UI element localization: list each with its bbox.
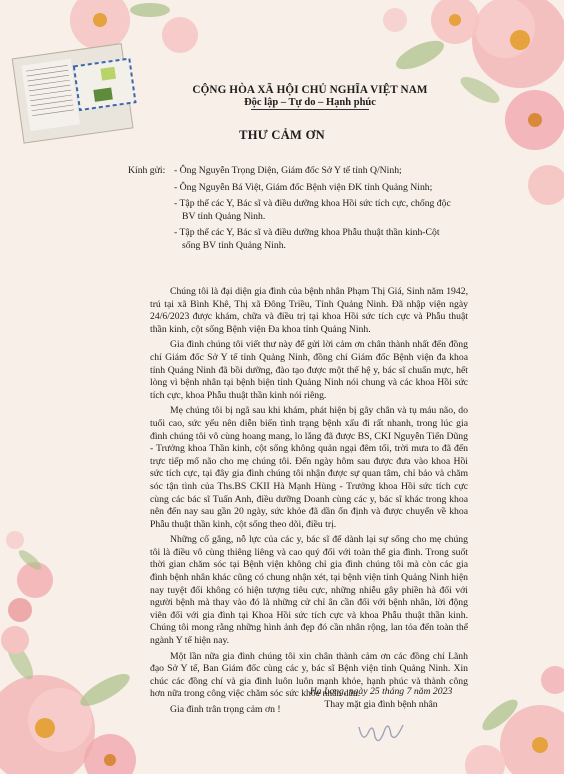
- letter-title: THƯ CẢM ƠN: [239, 128, 325, 142]
- recipients-label: Kính gửi:: [128, 165, 166, 176]
- motto-underline: [251, 109, 369, 110]
- signature-role: Thay mặt gia đình bệnh nhân: [324, 699, 438, 710]
- signature-block: [296, 685, 466, 755]
- national-motto: Độc lập – Tự do – Hạnh phúc: [244, 97, 376, 108]
- recipient-item: - Ông Nguyễn Trọng Diện, Giám đốc Sở Y tế tỉnh Q/Ninh;: [174, 165, 402, 176]
- recipient-item: - Tập thể các Y, Bác sĩ và điều dưỡng khoa Phẫu thuật thần kinh-Cột sống BV tỉnh Quảng Ninh.: [174, 227, 440, 251]
- document-header: [150, 84, 470, 110]
- body-paragraph: Một lần nữa gia đình chúng tôi xin chân thành cảm ơn các đồng chí Lãnh đạo Sở Y tế, Ban Giám đốc cùng các y, bác sĩ Bệnh viện tỉnh Quảng Ninh. Xin chúc các đồng chí và gia đình luôn luôn mạnh khỏe, hạnh phúc và thành công hơn nữa trong công việc chăm sóc sức khỏe nhân dân.: [150, 650, 468, 700]
- body-paragraph: Chúng tôi là đại diện gia đình của bệnh nhân Phạm Thị Giá, Sinh năm 1942, trú tại xã Bình Khê, Thị xã Đông Triều, Tỉnh Quảng Ninh. Đã nhập viện ngày 24/6/2023 được khám, chữa và điều trị tại khoa Hồi sức tích cực và Phẫu thuật thần kinh, cột sống Bệnh viện Đa khoa tỉnh Quảng Ninh.: [150, 286, 468, 335]
- republic-name: CỘNG HÒA XÃ HỘI CHỦ NGHĨA VIỆT NAM: [192, 84, 428, 96]
- flower-top-left: [70, 0, 198, 53]
- body-paragraph: Gia đình chúng tôi viết thư này để gửi lời cảm ơn chân thành nhất đến đồng chí Giám đốc Sở Y tế tỉnh Quảng Ninh, đồng chí Giám đốc Bệnh viện đa khoa tỉnh Quảng Ninh đã bồi dưỡng, đào tạo được một thế hệ y, bác sĩ chuẩn mực, hết lòng vì bệnh nhân tại bệnh biện tỉnh Quảng Ninh nói chung và các khoa Hồi sức tích cực, khoa Phẫu thuật thần kinh nói riêng.: [150, 339, 468, 401]
- letter-body: [150, 286, 468, 717]
- signature-date: Hạ Long, ngày 25 tháng 7 năm 2023: [309, 686, 453, 697]
- recipients-list: [128, 165, 458, 253]
- closing-line: Gia đình trân trọng cảm ơn !: [170, 704, 281, 715]
- handwritten-signature: [351, 717, 411, 751]
- recipients-block: [128, 165, 458, 257]
- body-paragraph: Mẹ chúng tôi bị ngã sau khi khám, phát hiện bị gãy chân và tụ máu não, do tuổi cao, sức yếu nên diễn biến tình trạng bệnh xấu đi rất nhanh, trong lúc gia đình chúng tôi vô cùng hoang mang, lo lắng đã được BS, CKI Nguyễn Tiến Dũng - Trưởng khoa Thần kinh, cột sống không quản ngại đêm tối, trời mưa to đã đến trực tiếp mổ não cho mẹ chúng tôi. Đến ngày hôm sau được đưa vào khoa Hồi sức tích cực, tại đây gia đình chúng tôi nhận được sự quan tâm, chỉ bảo và chăm sóc tận tình của Ths.BS CKII Hà Mạnh Hùng - Trưởng khoa Hồi sức tích cực cùng các bác sĩ Tuấn Anh, điều dưỡng Doanh cùng các y, bác sĩ khác trong khoa nên đến nay sau gần 20 ngày, sức khỏe đã dần ổn định và được chuyển về khoa Phẫu thuật thần kinh, cột sống theo dõi, điều trị.: [150, 405, 468, 530]
- body-paragraph: Những cố gắng, nỗ lực của các y, bác sĩ để dành lại sự sống cho mẹ chúng tôi là điều vô cùng thiêng liêng và cao quý đối với toàn thể gia đình. Trong suốt thời gian chăm sóc tại Bệnh viện không chỉ gia đình chúng tôi mà còn các gia đình bệnh nhân khác cũng có chung nhận xét, tại bệnh viện tỉnh Quảng Ninh hiện nay tuyệt đối không có hiện tượng tiêu cực, những nhiễu gây phiền hà đối với người bệnh mà thay vào đó là những cử chỉ ân cần đối với bệnh nhân, lời động viên đối với gia đình tại Khoa Hồi sức tích cực và khoa Phẫu thuật thần kinh. Chúng tôi mong rằng những hình ảnh đẹp đó cần nhân rộng, lan tỏa đến toàn thể ngành Y tế hiện nay.: [150, 534, 468, 647]
- flower-left-middle: [6, 531, 53, 622]
- flower-bottom-right: [465, 666, 564, 774]
- recipient-item: - Ông Nguyễn Bá Việt, Giám đốc Bệnh viện ĐK tỉnh Quảng Ninh;: [174, 181, 433, 193]
- recipient-item: - Tập thể các Y, Bác sĩ và điều dưỡng khoa Hồi sức tích cực, chống độc BV tỉnh Quảng Ninh.: [174, 198, 451, 222]
- flower-bottom-left: [0, 626, 136, 774]
